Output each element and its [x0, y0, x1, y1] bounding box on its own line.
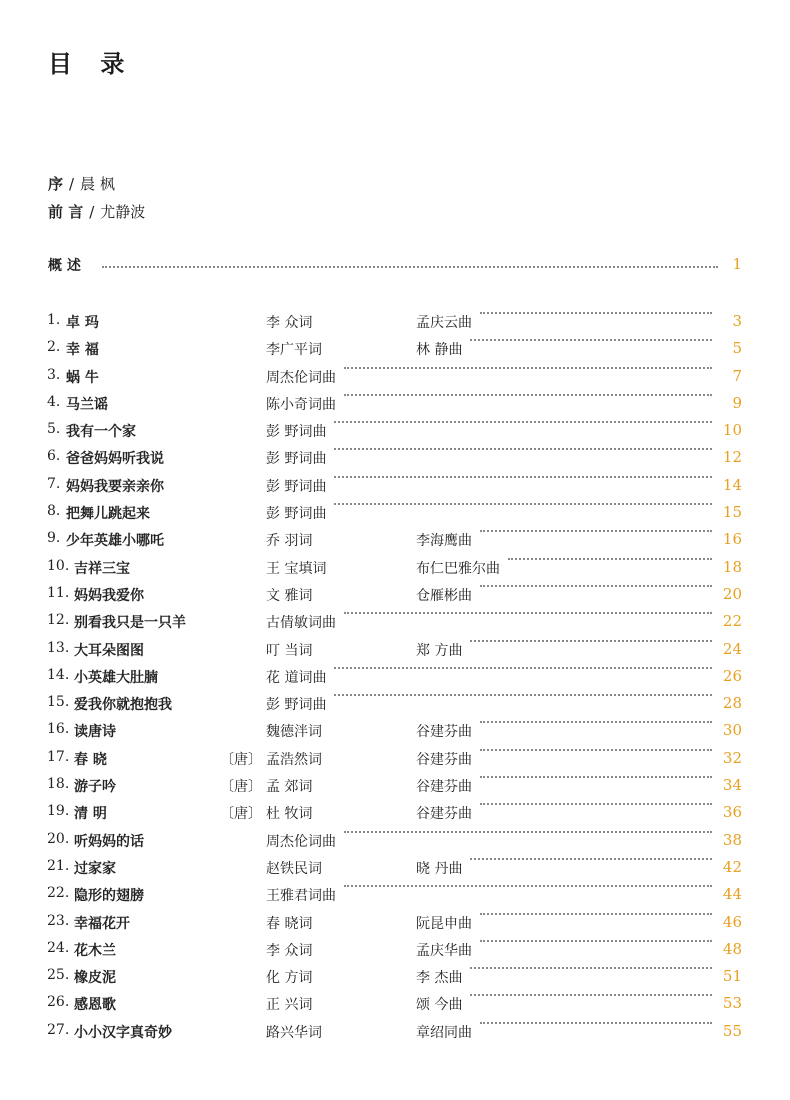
front-matter-separator: /	[89, 203, 95, 221]
dot-leader	[480, 803, 712, 805]
dot-leader	[334, 476, 712, 478]
entry-composer: 阮昆申曲	[416, 915, 472, 932]
toc-entry	[48, 746, 742, 773]
toc-entry	[48, 309, 742, 336]
entry-lyricist: 李 众词	[266, 315, 313, 331]
dot-leader	[102, 266, 718, 268]
toc-entry	[48, 445, 742, 472]
entry-number: 19.	[47, 803, 70, 820]
entry-composer: 孟庆华曲	[416, 942, 472, 959]
toc-entry	[48, 910, 742, 937]
dot-leader	[480, 776, 712, 778]
dot-leader	[470, 339, 712, 341]
entry-composer: 谷建芬曲	[416, 751, 472, 768]
entry-composer: 郑 方曲	[416, 642, 463, 659]
entry-title: 少年英雄小哪吒	[66, 533, 164, 550]
dot-leader	[480, 1022, 712, 1024]
entry-lyricist: 周杰伦词曲	[266, 369, 336, 386]
toc-entry	[48, 500, 742, 527]
entry-title: 小英雄大肚腩	[74, 669, 158, 686]
entry-composer: 晓 丹曲	[416, 860, 463, 877]
entry-number: 9.	[47, 530, 61, 547]
entry-lyricist: 正 兴词	[266, 997, 313, 1014]
entry-lyricist: 路兴华词	[266, 1024, 322, 1041]
entry-lyricist: 周杰伦词曲	[266, 833, 336, 850]
overview-page-number: 1	[732, 255, 742, 273]
entry-title: 过家家	[74, 860, 116, 877]
toc-entry	[48, 964, 742, 991]
dot-leader	[480, 312, 712, 314]
entry-composer: 谷建芬曲	[416, 806, 472, 823]
entry-composer: 仓雁彬曲	[416, 587, 472, 604]
dot-leader	[334, 421, 712, 423]
entry-number: 12.	[47, 612, 70, 629]
dot-leader	[470, 640, 712, 642]
entry-number: 11.	[47, 584, 70, 601]
entry-title: 爸爸妈妈听我说	[66, 451, 164, 468]
toc-entry	[48, 855, 742, 882]
front-matter-author: 晨 枫	[80, 175, 115, 193]
toc-entry	[48, 609, 742, 636]
entry-number: 16.	[47, 721, 70, 738]
entry-page-number: 15	[722, 503, 742, 522]
entry-composer: 颂 今曲	[416, 997, 463, 1014]
entry-title: 爱我你就抱抱我	[74, 697, 172, 714]
entry-lyricist: 彭 野词曲	[266, 478, 327, 495]
entry-title: 卓 玛	[66, 315, 99, 331]
toc-entry	[48, 691, 742, 718]
dot-leader	[480, 749, 712, 751]
front-matter-separator: /	[69, 175, 75, 193]
dot-leader	[480, 940, 712, 942]
entry-number: 3.	[47, 366, 61, 383]
dot-leader	[334, 667, 712, 669]
entry-page-number: 20	[722, 584, 742, 603]
entry-lyricist: 王 宝填词	[266, 560, 327, 577]
entry-number: 14.	[47, 666, 70, 683]
entry-number: 17.	[47, 748, 70, 765]
entry-lyricist: 孟 郊词	[266, 779, 313, 796]
entry-page-number: 10	[722, 421, 742, 440]
entry-number: 24.	[47, 939, 70, 956]
entry-page-number: 42	[722, 857, 742, 876]
dot-leader	[470, 994, 712, 996]
entry-page-number: 48	[722, 939, 742, 958]
toc-entry	[48, 664, 742, 691]
entry-number: 10.	[47, 557, 70, 574]
toc-entry	[48, 718, 742, 745]
overview-entry	[48, 255, 742, 275]
toc-entry	[48, 473, 742, 500]
entry-title: 小小汉字真奇妙	[74, 1024, 172, 1041]
entry-page-number: 30	[722, 721, 742, 740]
entry-page-number: 38	[722, 830, 742, 849]
entry-number: 8.	[47, 503, 61, 520]
entry-composer: 孟庆云曲	[416, 315, 472, 331]
entry-dynasty: 〔唐〕	[220, 751, 262, 768]
entry-title: 吉祥三宝	[74, 560, 130, 577]
entry-dynasty: 〔唐〕	[220, 779, 262, 796]
toc-entry	[48, 937, 742, 964]
dot-leader	[480, 721, 712, 723]
entry-lyricist: 孟浩然词	[266, 751, 322, 768]
entry-page-number: 55	[722, 1021, 742, 1040]
entry-page-number: 22	[722, 612, 742, 631]
dot-leader	[344, 885, 712, 887]
entry-title: 妈妈我要亲亲你	[66, 478, 164, 495]
entry-number: 26.	[47, 994, 70, 1011]
entry-title: 春 晓	[74, 751, 107, 768]
entry-number: 2.	[47, 339, 61, 356]
entry-dynasty: 〔唐〕	[220, 806, 262, 823]
entry-page-number: 14	[722, 475, 742, 494]
entry-page-number: 24	[722, 639, 742, 658]
dot-leader	[334, 503, 712, 505]
entry-number: 15.	[47, 694, 70, 711]
toc-entry	[48, 882, 742, 909]
entry-composer: 谷建芬曲	[416, 779, 472, 796]
toc-entry	[48, 391, 742, 418]
toc-entry	[48, 364, 742, 391]
entry-page-number: 36	[722, 803, 742, 822]
entry-title: 游子吟	[74, 779, 116, 796]
entry-number: 6.	[47, 448, 61, 465]
page-title: 目 录	[48, 50, 135, 78]
entry-title: 马兰谣	[66, 396, 108, 413]
dot-leader	[480, 913, 712, 915]
entry-page-number: 5	[732, 339, 742, 358]
toc-entry	[48, 1019, 742, 1046]
entry-composer: 李海鹰曲	[416, 533, 472, 550]
entry-number: 22.	[47, 885, 70, 902]
entry-number: 13.	[47, 639, 70, 656]
toc-entry	[48, 527, 742, 554]
toc-entry	[48, 991, 742, 1018]
dot-leader	[334, 448, 712, 450]
entry-lyricist: 李广平词	[266, 342, 322, 359]
entry-page-number: 9	[732, 393, 742, 412]
entry-title: 幸福花开	[74, 915, 130, 932]
entry-lyricist: 春 晓词	[266, 915, 313, 932]
entry-lyricist: 叮 当词	[266, 642, 313, 659]
dot-leader	[344, 612, 712, 614]
entry-page-number: 44	[722, 885, 742, 904]
entry-page-number: 32	[722, 748, 742, 767]
toc-entry	[48, 555, 742, 582]
entry-lyricist: 魏德泮词	[266, 724, 322, 741]
entry-title: 蜗 牛	[66, 369, 99, 386]
dot-leader	[480, 530, 712, 532]
entry-lyricist: 文 雅词	[266, 587, 313, 604]
dot-leader	[344, 394, 712, 396]
entry-number: 4.	[47, 393, 61, 410]
entry-title: 感恩歌	[74, 997, 116, 1014]
entry-number: 20.	[47, 830, 70, 847]
entry-page-number: 3	[732, 312, 742, 330]
entry-title: 幸 福	[66, 342, 99, 359]
entry-page-number: 7	[732, 366, 742, 385]
dot-leader	[470, 858, 712, 860]
entry-page-number: 34	[722, 776, 742, 795]
entry-title: 清 明	[74, 806, 107, 823]
entry-number: 5.	[47, 421, 61, 438]
entry-page-number: 16	[722, 530, 742, 549]
entry-title: 隐形的翅膀	[74, 888, 144, 905]
entry-number: 23.	[47, 912, 70, 929]
entry-lyricist: 彭 野词曲	[266, 424, 327, 441]
dot-leader	[344, 367, 712, 369]
entry-number: 1.	[47, 312, 61, 328]
entry-composer: 章绍同曲	[416, 1024, 472, 1041]
toc-entry	[48, 637, 742, 664]
dot-leader	[344, 831, 712, 833]
entry-page-number: 18	[722, 557, 742, 576]
entry-title: 听妈妈的话	[74, 833, 144, 850]
toc-entry	[48, 828, 742, 855]
entry-title: 读唐诗	[74, 724, 116, 741]
entry-lyricist: 赵铁民词	[266, 860, 322, 877]
toc-entry	[48, 800, 742, 827]
front-matter-label: 前 言	[48, 203, 84, 221]
entry-lyricist: 化 方词	[266, 970, 313, 987]
entry-lyricist: 花 道词曲	[266, 669, 327, 686]
toc-entry	[48, 418, 742, 445]
dot-leader	[508, 558, 712, 560]
entry-composer: 林 静曲	[416, 342, 463, 359]
front-matter-label: 序	[48, 175, 64, 193]
front-matter-author: 尤静波	[100, 203, 146, 221]
entry-title: 我有一个家	[66, 424, 136, 441]
toc-entry	[48, 582, 742, 609]
entry-page-number: 46	[722, 912, 742, 931]
entry-lyricist: 彭 野词曲	[266, 506, 327, 523]
front-matter-preface	[48, 173, 115, 194]
entry-lyricist: 彭 野词曲	[266, 697, 327, 714]
entry-title: 别看我只是一只羊	[74, 615, 186, 632]
toc-entry	[48, 336, 742, 363]
entry-number: 21.	[47, 857, 70, 874]
entry-lyricist: 李 众词	[266, 942, 313, 959]
entry-title: 橡皮泥	[74, 970, 116, 987]
entry-number: 7.	[47, 475, 61, 492]
entry-page-number: 28	[722, 694, 742, 713]
dot-leader	[470, 967, 712, 969]
overview-label: 概 述	[48, 258, 81, 274]
dot-leader	[480, 585, 712, 587]
entry-lyricist: 古倩敏词曲	[266, 615, 336, 632]
entry-composer: 李 杰曲	[416, 970, 463, 987]
table-of-contents	[48, 309, 742, 1046]
entry-page-number: 26	[722, 666, 742, 685]
entry-lyricist: 王雅君词曲	[266, 888, 336, 905]
entry-page-number: 51	[722, 967, 742, 986]
entry-number: 27.	[47, 1021, 70, 1038]
entry-lyricist: 彭 野词曲	[266, 451, 327, 468]
entry-composer: 布仁巴雅尔曲	[416, 560, 500, 577]
entry-lyricist: 陈小奇词曲	[266, 396, 336, 413]
entry-lyricist: 乔 羽词	[266, 533, 313, 550]
front-matter-foreword	[48, 201, 145, 222]
entry-number: 18.	[47, 776, 70, 793]
entry-lyricist: 杜 牧词	[266, 806, 313, 823]
toc-entry	[48, 773, 742, 800]
entry-page-number: 12	[722, 448, 742, 467]
entry-title: 把舞儿跳起来	[66, 506, 150, 523]
entry-page-number: 53	[722, 994, 742, 1013]
entry-title: 大耳朵图图	[74, 642, 144, 659]
dot-leader	[334, 694, 712, 696]
entry-title: 花木兰	[74, 942, 116, 959]
entry-title: 妈妈我爱你	[74, 587, 144, 604]
entry-composer: 谷建芬曲	[416, 724, 472, 741]
entry-number: 25.	[47, 967, 70, 984]
